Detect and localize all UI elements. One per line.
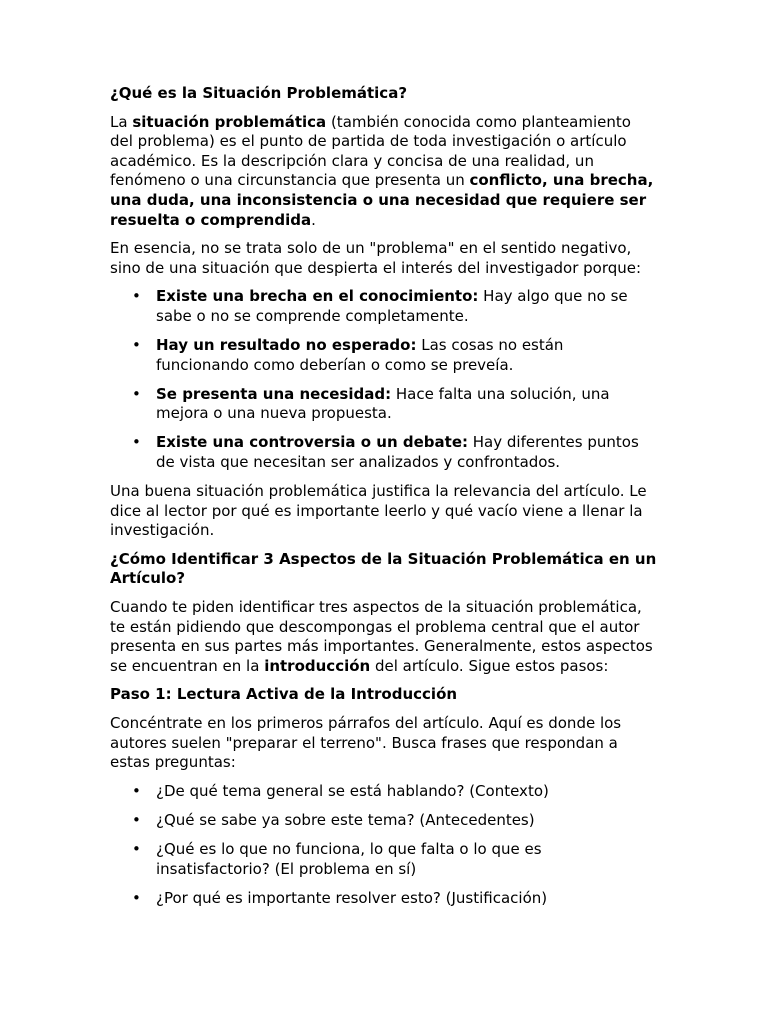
relevance-paragraph: Una buena situación problemática justifica la relevancia del artículo. Le dice al lector por qué es importante leerlo y qué vacío viene a llenar la investigación.	[110, 482, 647, 540]
text-run: (también conocida como planteamiento del problema) es el punto de partida de toda investigación o artículo académico. Es la descripción clara y concisa de una realidad, un fenómeno o una circunstancia que presenta un	[110, 112, 631, 190]
list-item-text: Hay diferentes puntos de vista que necesitan ser analizados y confrontados.	[156, 433, 639, 471]
list-item-text: Hay algo que no se sabe o no se comprende completamente.	[156, 287, 628, 325]
list-item-text: Las cosas no están funcionando como deberían o como se preveía.	[156, 336, 564, 374]
section-heading-how-to-identify: ¿Cómo Identificar 3 Aspectos de la Situación Problemática en un Artículo?	[110, 549, 657, 588]
essence-paragraph: En esencia, no se trata solo de un "problema" en el sentido negativo, sino de una situación que despierta el interés del investigador porque:	[110, 239, 642, 277]
bold-run: situación problemática	[132, 112, 327, 131]
list-item	[156, 385, 658, 424]
questions-list	[110, 782, 658, 908]
list-item-bold: Existe una controversia o un debate:	[156, 433, 468, 452]
list-item: • ¿Qué se sabe ya sobre este tema? (Antecedentes)	[156, 811, 658, 831]
list-item	[156, 433, 658, 472]
focus-paragraph: Concéntrate en los primeros párrafos del artículo. Aquí es donde los autores suelen "preparar el terreno". Busca frases que respondan a estas preguntas:	[110, 714, 622, 772]
bold-run: introducción	[264, 656, 371, 675]
reasons-list	[110, 287, 658, 472]
definition-paragraph	[110, 113, 658, 231]
list-item-bold: Existe una brecha en el conocimiento:	[156, 287, 479, 306]
bold-run: conflicto, una brecha, una duda, una inconsistencia o una necesidad que requiere ser resuelta o comprendida	[110, 171, 654, 229]
list-item	[156, 287, 658, 326]
text-run: del artículo. Sigue estos pasos:	[370, 656, 609, 675]
section-heading-what-is: ¿Qué es la Situación Problemática?	[110, 84, 408, 102]
list-item: • ¿Qué es lo que no funciona, lo que falta o lo que es insatisfactorio? (El problema en sí)	[156, 840, 658, 879]
instructions-paragraph	[110, 598, 658, 676]
text-run: .	[311, 210, 316, 229]
list-item: • ¿De qué tema general se está hablando? (Contexto)	[156, 782, 658, 802]
list-item-bold: Hay un resultado no esperado:	[156, 336, 417, 355]
list-item-bold: Se presenta una necesidad:	[156, 384, 392, 403]
list-item	[156, 336, 658, 375]
text-run: Cuando te piden identificar tres aspectos de la situación problemática, te están pidiendo que descompongas el problema central que el autor presenta en sus partes más importantes. Generalmente, estos aspectos se encuentran en la	[110, 598, 653, 675]
list-item-text: Hace falta una solución, una mejora o una nueva propuesta.	[156, 384, 610, 423]
list-item: • ¿Por qué es importante resolver esto? (Justificación)	[156, 889, 658, 909]
text-run: La	[110, 112, 133, 131]
step-heading: Paso 1: Lectura Activa de la Introducción	[110, 685, 458, 704]
